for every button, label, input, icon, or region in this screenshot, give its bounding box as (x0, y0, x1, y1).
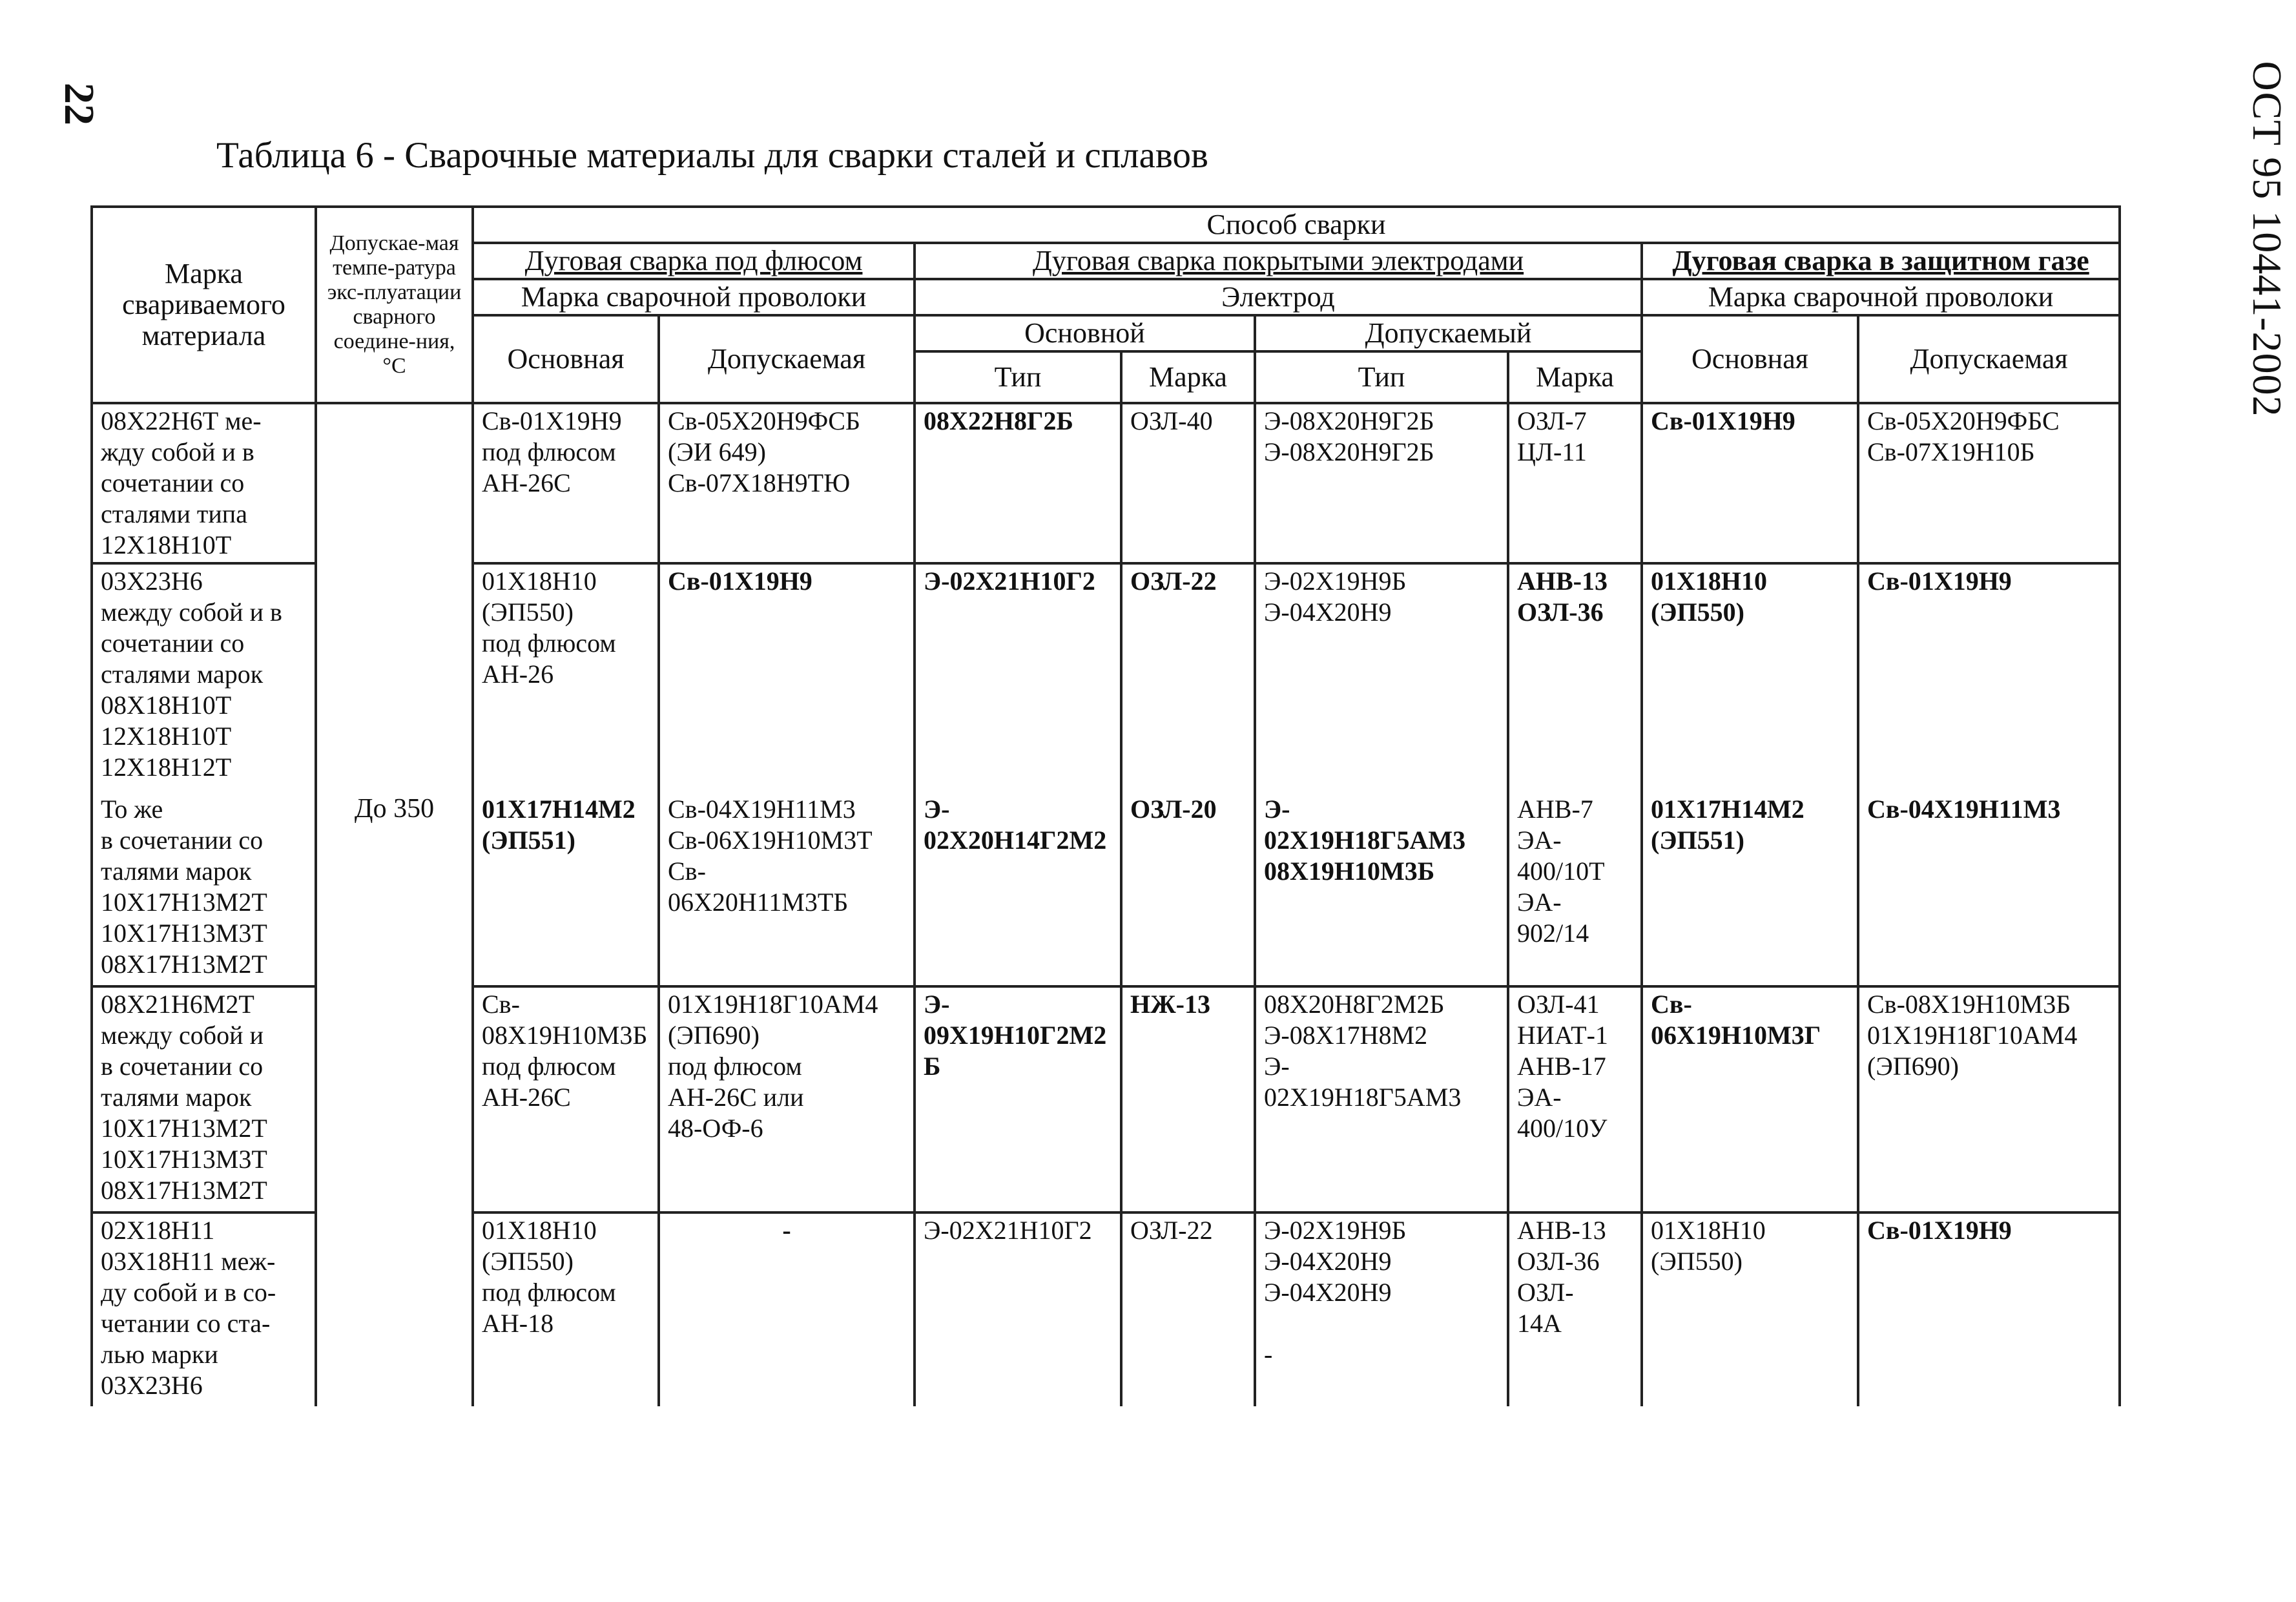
gas-main-cell: 01Х18Н10 (ЭП550) (1642, 563, 1858, 793)
header-wire-grade: Марка сварочной проволоки (473, 279, 915, 315)
header-coated-arc: Дуговая сварка покрытыми электродами (915, 243, 1642, 279)
electrode-allowed-type-cell: 08Х20Н8Г2М2Б Э-08Х17Н8М2 Э- 02Х19Н18Г5АМ3 (1255, 986, 1508, 1212)
material-cell: 03Х23Н6 между собой и в сочетании со сталями марок 08Х18Н10Т 12Х18Н10Т 12Х18Н12Т (92, 563, 316, 793)
header-wire-grade-gas: Марка сварочной проволоки (1642, 279, 2120, 315)
electrode-allowed-brand-cell: ОЗЛ-41 НИАТ-1 АНВ-17 ЭА- 400/10У (1508, 986, 1642, 1212)
electrode-main-brand-cell: ОЗЛ-20 (1121, 793, 1255, 986)
header-material: Марка свариваемого материала (92, 207, 316, 403)
electrode-main-type-cell: Э- 02Х20Н14Г2М2 (915, 793, 1121, 986)
electrode-allowed-type-cell: Э-08Х20Н9Г2Б Э-08Х20Н9Г2Б (1255, 403, 1508, 563)
electrode-main-type-cell: Э-02Х21Н10Г2 (915, 1212, 1121, 1406)
flux-allowed-cell: - (659, 1212, 915, 1406)
header-flux-arc: Дуговая сварка под флюсом (473, 243, 915, 279)
flux-main-cell: Св- 08Х19Н10М3Б под флюсом АН-26С (473, 986, 659, 1212)
flux-allowed-cell: Св-04Х19Н11М3 Св-06Х19Н10М3Т Св- 06Х20Н11М3ТБ (659, 793, 915, 986)
header-flux-main: Основная (473, 315, 659, 403)
gas-allowed-cell: Св-08Х19Н10М3Б 01Х19Н18Г10АМ4 (ЭП690) (1858, 986, 2120, 1212)
header-electrode-main-type: Тип (915, 351, 1121, 403)
header-electrode-main: Основной (915, 315, 1255, 351)
gas-main-cell: Св- 06Х19Н10М3Г (1642, 986, 1858, 1212)
temperature-cell-continued (316, 1212, 473, 1406)
header-electrode: Электрод (915, 279, 1642, 315)
header-electrode-allowed-brand: Марка (1508, 351, 1642, 403)
gas-main-cell: Св-01Х19Н9 (1642, 403, 1858, 563)
electrode-main-brand-cell: НЖ-13 (1121, 986, 1255, 1212)
material-cell: То же в сочетании со талями марок 10Х17Н13М2Т 10Х17Н13М3Т 08Х17Н13М2Т (92, 793, 316, 986)
gas-allowed-cell: Св-01Х19Н9 (1858, 563, 2120, 793)
material-cell: 08Х22Н6Т ме- жду собой и в сочетании со сталями типа 12Х18Н10Т (92, 403, 316, 563)
electrode-allowed-brand-cell: ОЗЛ-7 ЦЛ-11 (1508, 403, 1642, 563)
flux-allowed-cell: Св-05Х20Н9ФСБ (ЭИ 649) Св-07Х18Н9ТЮ (659, 403, 915, 563)
gas-allowed-cell: Св-05Х20Н9ФБС Св-07Х19Н10Б (1858, 403, 2120, 563)
flux-main-cell: 01Х18Н10 (ЭП550) под флюсом АН-18 (473, 1212, 659, 1406)
header-gas-arc: Дуговая сварка в защитном газе (1642, 243, 2120, 279)
flux-main-cell: 01Х17Н14М2 (ЭП551) (473, 793, 659, 986)
welding-materials-table (90, 205, 2121, 1406)
document-code: ОСТ 95 10441-2002 (2244, 61, 2290, 417)
gas-allowed-cell: Св-01Х19Н9 (1858, 1212, 2120, 1406)
electrode-allowed-brand-cell: АНВ-13 ОЗЛ-36 (1508, 563, 1642, 793)
header-welding-method: Способ сварки (473, 207, 2120, 243)
header-electrode-main-brand: Марка (1121, 351, 1255, 403)
flux-allowed-cell: Св-01Х19Н9 (659, 563, 915, 793)
electrode-main-type-cell: 08Х22Н8Г2Б (915, 403, 1121, 563)
electrode-main-brand-cell: ОЗЛ-40 (1121, 403, 1255, 563)
temperature-cell: До 350 (316, 403, 473, 1212)
electrode-allowed-brand-cell: АНВ-7 ЭА- 400/10Т ЭА- 902/14 (1508, 793, 1642, 986)
electrode-main-brand-cell: ОЗЛ-22 (1121, 563, 1255, 793)
header-electrode-allowed: Допускаемый (1255, 315, 1642, 351)
header-gas-main: Основная (1642, 315, 1858, 403)
flux-allowed-cell: 01Х19Н18Г10АМ4 (ЭП690) под флюсом АН-26С или 48-ОФ-6 (659, 986, 915, 1212)
electrode-allowed-type-cell: Э-02Х19Н9Б Э-04Х20Н9 (1255, 563, 1508, 793)
flux-main-cell: Св-01Х19Н9 под флюсом АН-26С (473, 403, 659, 563)
page-number: 22 (56, 83, 103, 125)
header-electrode-allowed-type: Тип (1255, 351, 1508, 403)
electrode-main-type-cell: Э- 09Х19Н10Г2М2Б (915, 986, 1121, 1212)
electrode-allowed-type-cell: Э-02Х19Н9Б Э-04Х20Н9 Э-04Х20Н9 - (1255, 1212, 1508, 1406)
table-row (92, 403, 2120, 563)
material-cell: 02Х18Н11 03Х18Н11 меж- ду собой и в со- четании со ста- лью марки 03Х23Н6 (92, 1212, 316, 1406)
header-gas-allowed: Допускаемая (1858, 315, 2120, 403)
header-flux-allowed: Допускаемая (659, 315, 915, 403)
gas-allowed-cell: Св-04Х19Н11М3 (1858, 793, 2120, 986)
electrode-main-type-cell: Э-02Х21Н10Г2 (915, 563, 1121, 793)
material-cell: 08Х21Н6М2Т между собой и в сочетании со талями марок 10Х17Н13М2Т 10Х17Н13М3Т 08Х17Н13М2Т (92, 986, 316, 1212)
gas-main-cell: 01Х18Н10 (ЭП550) (1642, 1212, 1858, 1406)
flux-main-cell: 01Х18Н10 (ЭП550) под флюсом АН-26 (473, 563, 659, 793)
electrode-main-brand-cell: ОЗЛ-22 (1121, 1212, 1255, 1406)
electrode-allowed-type-cell: Э- 02Х19Н18Г5АМ3 08Х19Н10М3Б (1255, 793, 1508, 986)
header-temperature: Допускае-мая темпе-ратура экс-плуатации сварного соедине-ния, °С (316, 207, 473, 403)
gas-main-cell: 01Х17Н14М2 (ЭП551) (1642, 793, 1858, 986)
electrode-allowed-brand-cell: АНВ-13 ОЗЛ-36 ОЗЛ- 14А (1508, 1212, 1642, 1406)
table-row (92, 1212, 2120, 1406)
table-title: Таблица 6 - Сварочные материалы для сварки сталей и сплавов (216, 135, 1208, 176)
